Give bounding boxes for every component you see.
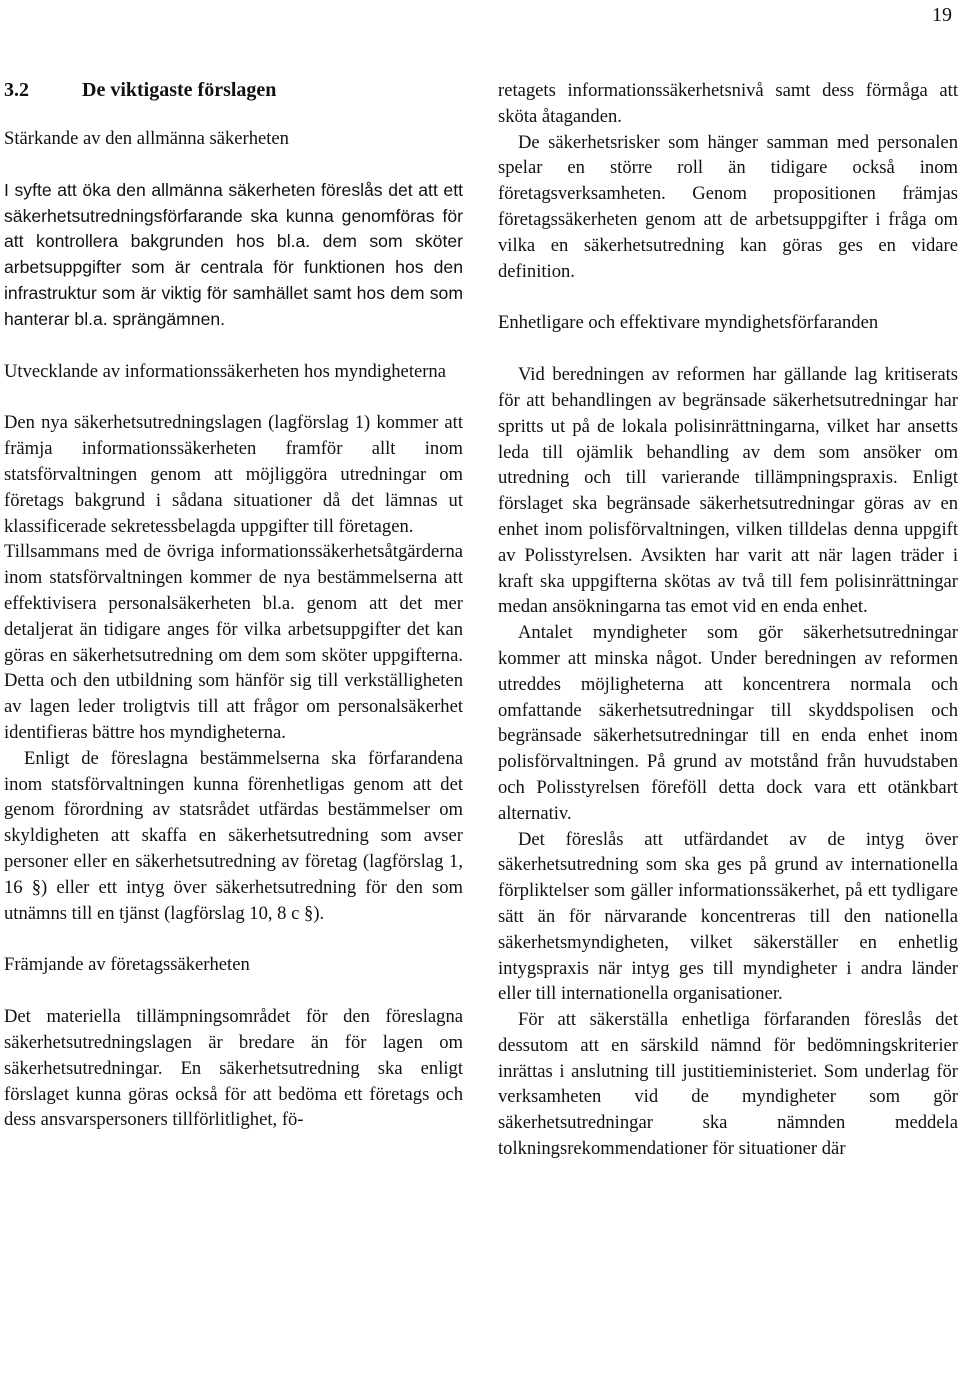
paragraph: I syfte att öka den allmänna säkerheten föreslås det att ett säkerhetsutredningsförfarande ska kunna genomföras för att kontrollera bakgrunden hos bl.a. dem som sköter arbetsuppgifter som är centrala för funktionen hos den infrastruktur som är viktig för samhället samt hos dem som hanterar bl.a. sprängämnen. (4, 179, 463, 329)
subheading-general-security: Stärkande av den allmänna säkerheten (4, 128, 289, 149)
subheading-information-security: Utvecklande av informationssäkerheten hos myndigheterna (4, 360, 446, 382)
paragraph: Den nya säkerhetsutredningslagen (lagförslag 1) kommer att främja informationssäkerheten framför allt inom statsförvaltningen genom att möjliggöra utredningar om företags bakgrund i sådana situationer då det lämnas ut klassificerade sekretessbelagda uppgifter till företagen. (4, 412, 463, 537)
page-number: 19 (932, 4, 952, 26)
left-column (4, 78, 463, 1133)
paragraph: retagets informationssäkerhetsnivå samt dess förmåga att sköta åtaganden. (498, 80, 958, 127)
section-heading (4, 78, 463, 102)
section-title: De viktigaste förslagen (82, 79, 277, 101)
paragraph: Tillsammans med de övriga informationssäkerhetsåtgärderna inom statsförvaltningen kommer de nya bestämmelserna att effektivisera personalsäkerheten bl.a. genom att det mer detaljerat än tidigare anges för vilka arbetsuppgifter det kan göras en säkerhetsutredning om dem som sköter uppgifterna. Detta och den utbildning som hänför sig till verkställigheten av lagen leder troligtvis till att frågor om personalsäkerhet identifieras bättre hos myndigheterna. (4, 541, 463, 743)
paragraph: För att säkerställa enhetliga förfaranden föreslås det dessutom att en särskild nämnd för bedömningskriterier inrättas i anslutning till justitieministeriet. Som underlag för verksamheten vid de myndigheter som gör säkerhetsutredningar ska nämnden meddela tolkningsrekommendationer för situationer där (498, 1009, 958, 1160)
paragraph: Enligt de föreslagna bestämmelserna ska förfarandena inom statsförvaltningen kunna förenhetligas genom att det genom förordning av statsrådet utfärdas bestämmelser om skyldigheten att skaffa en säkerhetsutredning som avser personer eller en säkerhetsutredning av företag (lagförslag 1, 16 §) eller ett intyg över säkerhetsutredning för den som utnämns till en tjänst (lagförslag 10, 8 c §). (4, 747, 463, 924)
subheading-authority-procedures: Enhetligare och effektivare myndighetsförfaranden (498, 312, 879, 334)
paragraph: De säkerhetsrisker som hänger samman med personalen spelar en större roll än tidigare också inom företagsverksamheten. Genom propositionen främjas företagssäkerheten genom att de arbetsuppgifter i fråga om vilka en säkerhetsutredning kan göras ges en vidare definition. (498, 131, 958, 282)
paragraph: Det föreslås att utfärdandet av de intyg över säkerhetsutredning som ska ges på grund av internationella förpliktelser som gäller informationssäkerhet, på ett tydligare sätt än för närvarande koncentreras till den nationella säkerhetsmyndigheten, vilket säkerställer en enhetlig intygspraxis när intyg ges till myndigheter i andra länder eller till internationella organisationer. (498, 828, 958, 1005)
subheading-corporate-security: Främjande av företagssäkerheten (4, 954, 250, 976)
paragraph: Det materiella tillämpningsområdet för den föreslagna säkerhetsutredningslagen är bredare än för lagen om säkerhetsutredningar. En säkerhetsutredning ska enligt förslaget kunna göras också för att bedöma ett företags och dess ansvarspersoners tillförlitlighet, fö- (4, 1006, 463, 1131)
section-number: 3.2 (4, 79, 29, 101)
paragraph: Vid beredningen av reformen har gällande lag kritiserats för att behandlingen av begränsade säkerhetsutredningar har spritts ut på de lokala polisinrättningarna, vilket har ansetts leda till ojämlik behandling av dem som ansöker om utredning och till varierande tillämpningspraxis. Enligt förslaget ska begränsade säkerhetsutredningar göras av en enhet inom polisförvaltningen, vilken tilldelas denna uppgift av Polisstyrelsen. Avsikten har varit att när lagen träder i kraft ska uppgifterna skötas av två till fem polisinrättningar medan ansökningarna tas emot vid en enda enhet. (498, 364, 958, 618)
right-column (498, 78, 958, 1162)
paragraph: Antalet myndigheter som gör säkerhetsutredningar kommer att minska något. Under beredningen av reformen utreddes möjligheterna att koncentrera normala och omfattande säkerhetsutredningar till skyddspolisen och begränsade säkerhetsutredningar till en enda enhet inom polisförvaltningen. På grund av motstånd från huvudstaben och Polisstyrelsen föreföll detta dock vara ett otänkbart alternativ. (498, 622, 958, 824)
